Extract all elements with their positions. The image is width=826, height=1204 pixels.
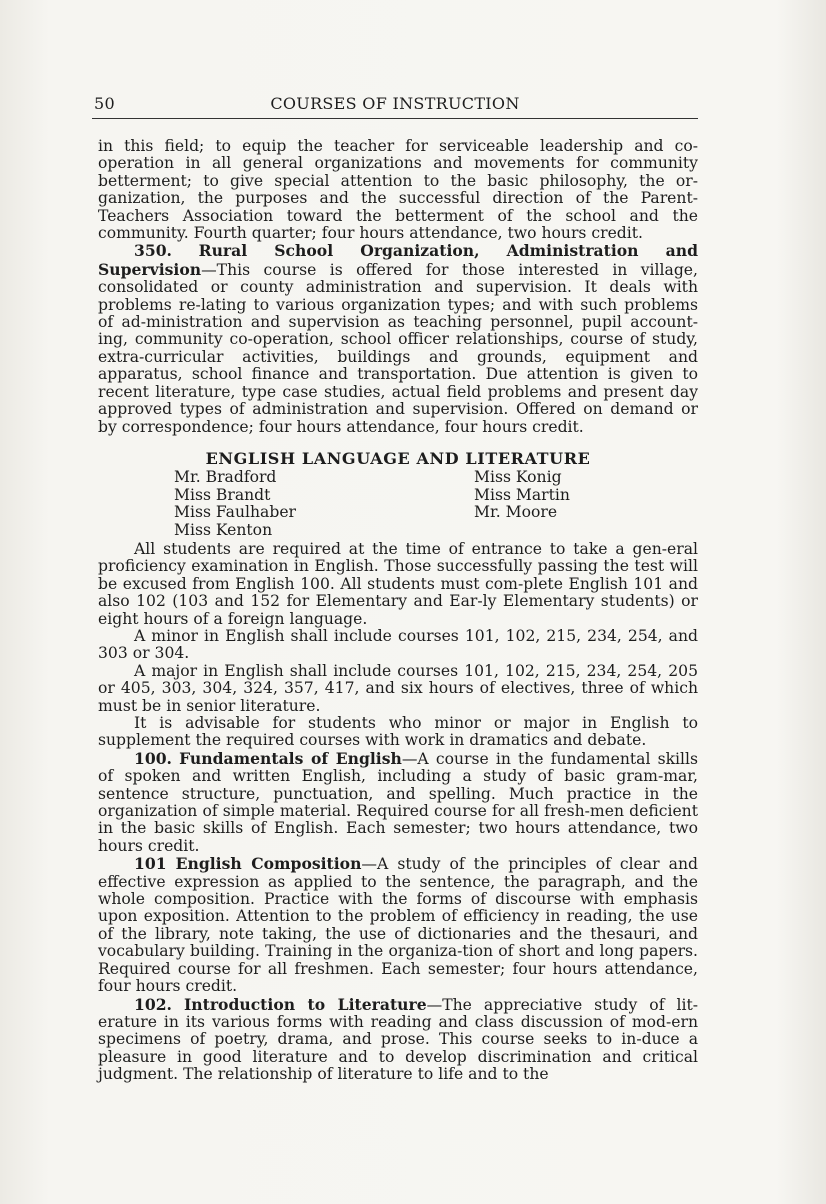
course-number: 102.	[134, 994, 172, 1014]
course-title: Introduction to Literature	[184, 994, 427, 1014]
faculty-name: Miss Martin	[474, 485, 570, 504]
faculty-name: Miss Faulhaber	[174, 503, 297, 522]
course-title: English Composition	[175, 854, 362, 874]
minor-paragraph: A minor in English shall include courses 101, 102, 215, 234, 254, and 303 or 304.	[98, 626, 698, 663]
continuation-paragraph: in this field; to equip the teacher for serviceable leadership and co-operation in all general organizations and movements for community betterment; to give special attention to the basic philosophy, the or-ganization, the purposes and the successful direction of the Parent-Teachers Association toward the betterment of the school and the community. Fourth quarter; four hours attendance, two hours credit.	[98, 137, 698, 243]
faculty-name: Miss Brandt	[174, 485, 271, 504]
advice-paragraph: It is advisable for students who minor or major in English to supplement the required courses with work in dramatics and debate.	[98, 714, 698, 750]
course-title: Fundamentals of English	[179, 748, 402, 768]
faculty-name: Miss Kenton	[174, 520, 273, 539]
section-heading: ENGLISH LANGUAGE AND LITERATURE	[205, 448, 591, 468]
faculty-column-right	[474, 469, 674, 539]
course-title: Rural School Organization, Administration and Supervision	[98, 241, 698, 279]
course-description: —The appreciative study of lit-erature in its various forms with reading and class discussion of mod-ern specimens of poetry, drama, and prose. This course seeks to in-duce a pleasure in good literature and to develop discrimination and critical judgment. The relationship of literature to life and to the	[98, 995, 698, 1084]
faculty-name: Miss Konig	[474, 468, 562, 487]
running-head	[92, 92, 698, 119]
course-number: 350.	[134, 241, 172, 261]
course-350-entry	[98, 242, 698, 435]
course-number: 100.	[134, 748, 172, 768]
faculty-column-left	[174, 469, 474, 539]
page-body	[98, 138, 698, 1084]
faculty-list	[174, 469, 698, 539]
course-100-entry	[98, 750, 698, 855]
page-number: 50	[94, 94, 115, 113]
course-102-entry	[98, 996, 698, 1084]
major-paragraph: A major in English shall include courses 101, 102, 215, 234, 254, 205 or 405, 303, 304, 324, 357, 417, and six hours of electives, three of which must be in senior literature.	[98, 661, 698, 715]
course-number: 101	[134, 854, 167, 874]
running-title: COURSES OF INSTRUCTION	[270, 94, 520, 113]
course-description: —This course is offered for those interested in village, consolidated or county administration and supervision. It deals with problems re-lating to various organization types; and with such problems of ad-ministration and supervision as teaching personnel, pupil account-ing, community co-operation, school officer relationships, course of study, extra-curricular activities, buildings and grounds, equipment and apparatus, school finance and transportation. Due attention is given to recent literature, type case studies, actual field problems and present day approved types of administration and supervision. Offered on demand or by correspondence; four hours attendance, four hours credit.	[98, 260, 698, 436]
course-101-entry	[98, 855, 698, 995]
faculty-name: Mr. Bradford	[174, 468, 277, 487]
course-description: —A course in the fundamental skills of spoken and written English, including a study of basic gram-mar, sentence structure, punctuation, and spelling. Much practice in the organization of simple material. Required course for all fresh-men deficient in the basic skills of English. Each semester; two hours attendance, two hours credit.	[98, 749, 698, 855]
requirements-paragraph: All students are required at the time of entrance to take a gen-eral proficiency examination in English. Those successfully passing the test will be excused from English 100. All students must com-plete English 101 and also 102 (103 and 152 for Elementary and Ear-ly Elementary students) or eight hours of a foreign language.	[98, 539, 698, 628]
course-description: —A study of the principles of clear and effective expression as applied to the sentence, the paragraph, and the whole composition. Practice with the forms of discourse with emphasis upon exposition. Attention to the problem of efficiency in reading, the use of the library, note taking, the use of dictionaries and the thesauri, and vocabulary building. Training in the organiza-tion of short and long papers. Required course for all freshmen. Each semester; four hours attendance, four hours credit.	[98, 855, 698, 996]
faculty-name: Mr. Moore	[474, 503, 558, 522]
